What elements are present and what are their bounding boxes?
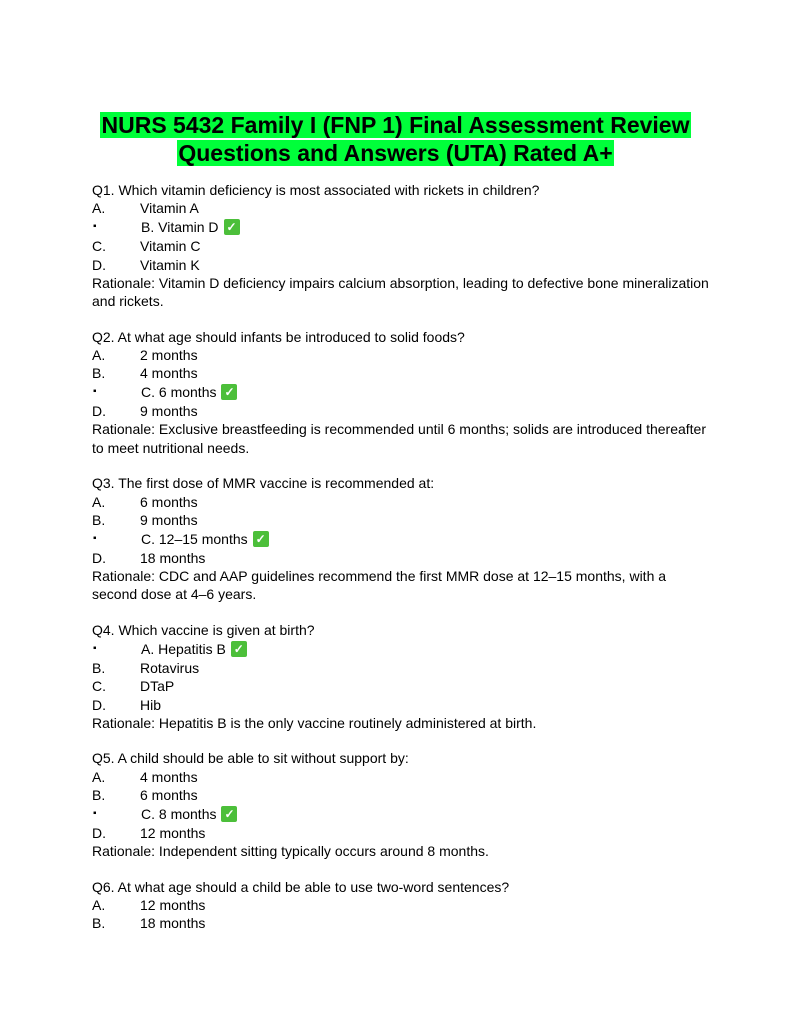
question-block bbox=[92, 878, 712, 933]
title-line-2: Questions and Answers (UTA) Rated A+ bbox=[178, 140, 613, 166]
check-mark-icon: ✓ bbox=[224, 219, 240, 235]
option-row bbox=[92, 346, 712, 364]
option-letter: A. bbox=[92, 768, 106, 785]
option-text: 18 months bbox=[140, 915, 206, 932]
option-text: C. 6 months bbox=[141, 384, 217, 401]
check-mark-icon: ✓ bbox=[231, 641, 247, 657]
option-row bbox=[92, 914, 712, 932]
option-letter: D. bbox=[92, 403, 106, 420]
rationale-text: Rationale: Exclusive breastfeeding is recommended until 6 months; solids are introduced thereafter to meet nutritional needs. bbox=[92, 421, 706, 456]
option-letter: B. bbox=[92, 786, 106, 803]
option-row bbox=[92, 402, 712, 420]
question-block bbox=[92, 181, 712, 310]
option-text: Vitamin K bbox=[140, 256, 200, 273]
option-letter: C. bbox=[92, 238, 106, 255]
check-mark-icon: ✓ bbox=[221, 384, 237, 400]
option-letter: D. bbox=[92, 696, 106, 713]
option-letter: A. bbox=[92, 346, 106, 363]
option-row-correct bbox=[92, 382, 712, 402]
option-row bbox=[92, 659, 712, 677]
bullet-icon: ▪ bbox=[93, 386, 97, 398]
option-text: A. Hepatitis B bbox=[141, 641, 226, 658]
check-mark-icon: ✓ bbox=[221, 806, 237, 822]
rationale-text: Rationale: CDC and AAP guidelines recommend the first MMR dose at 12–15 months, with a second dose at 4–6 years. bbox=[92, 568, 667, 603]
option-row bbox=[92, 237, 712, 255]
option-letter: D. bbox=[92, 256, 106, 273]
option-row bbox=[92, 549, 712, 567]
option-text: Hib bbox=[140, 696, 162, 713]
rationale-text: Rationale: Vitamin D deficiency impairs calcium absorption, leading to defective bone mineralization and rickets. bbox=[92, 274, 709, 309]
option-letter: C. bbox=[92, 678, 106, 695]
option-row-correct bbox=[92, 639, 712, 659]
option-letter: B. bbox=[92, 511, 106, 528]
option-row bbox=[92, 199, 712, 217]
option-text: 18 months bbox=[140, 549, 206, 566]
question-block bbox=[92, 621, 712, 732]
option-text: B. Vitamin D bbox=[141, 219, 219, 236]
document-title bbox=[0, 111, 791, 167]
option-row-correct bbox=[92, 529, 712, 549]
option-text: 12 months bbox=[140, 825, 206, 842]
option-row bbox=[92, 768, 712, 786]
question-block bbox=[92, 328, 712, 457]
question-text: Q4. Which vaccine is given at birth? bbox=[92, 622, 315, 639]
option-letter: D. bbox=[92, 825, 106, 842]
option-row-correct bbox=[92, 804, 712, 824]
question-text: Q3. The first dose of MMR vaccine is recommended at: bbox=[92, 475, 435, 492]
questions-list bbox=[92, 181, 712, 950]
option-text: 6 months bbox=[140, 493, 198, 510]
option-text: C. 8 months bbox=[141, 805, 217, 822]
bullet-icon: ▪ bbox=[93, 221, 97, 233]
option-row bbox=[92, 511, 712, 529]
option-row bbox=[92, 896, 712, 914]
rationale-text: Rationale: Independent sitting typically occurs around 8 months. bbox=[92, 843, 489, 860]
option-text: 4 months bbox=[140, 365, 198, 382]
question-text: Q2. At what age should infants be introduced to solid foods? bbox=[92, 328, 465, 345]
option-text: 2 months bbox=[140, 346, 198, 363]
rationale-text: Rationale: Hepatitis B is the only vaccine routinely administered at birth. bbox=[92, 714, 537, 731]
question-text: Q6. At what age should a child be able to use two-word sentences? bbox=[92, 878, 510, 895]
option-row bbox=[92, 493, 712, 511]
question-block bbox=[92, 474, 712, 603]
title-line-1: NURS 5432 Family I (FNP 1) Final Assessment Review bbox=[101, 112, 690, 138]
option-row bbox=[92, 824, 712, 842]
option-letter: B. bbox=[92, 365, 106, 382]
bullet-icon: ▪ bbox=[93, 532, 97, 544]
option-text: Rotavirus bbox=[140, 660, 200, 677]
option-row bbox=[92, 696, 712, 714]
option-letter: A. bbox=[92, 897, 106, 914]
option-row-correct bbox=[92, 217, 712, 237]
option-text: Vitamin C bbox=[140, 238, 201, 255]
option-row bbox=[92, 364, 712, 382]
option-row bbox=[92, 677, 712, 695]
option-letter: A. bbox=[92, 493, 106, 510]
bullet-icon: ▪ bbox=[93, 807, 97, 819]
option-letter: B. bbox=[92, 660, 106, 677]
option-row bbox=[92, 256, 712, 274]
option-text: Vitamin A bbox=[140, 200, 199, 217]
option-text: 4 months bbox=[140, 768, 198, 785]
question-text: Q1. Which vitamin deficiency is most associated with rickets in children? bbox=[92, 182, 540, 198]
option-text: 9 months bbox=[140, 511, 198, 528]
option-text: 12 months bbox=[140, 897, 206, 914]
option-text: DTaP bbox=[140, 678, 175, 695]
bullet-icon: ▪ bbox=[93, 643, 97, 655]
option-letter: A. bbox=[92, 200, 106, 217]
option-text: 9 months bbox=[140, 403, 198, 420]
option-letter: D. bbox=[92, 549, 106, 566]
option-letter: B. bbox=[92, 915, 106, 932]
question-text: Q5. A child should be able to sit without support by: bbox=[92, 750, 409, 767]
check-mark-icon: ✓ bbox=[253, 531, 269, 547]
option-text: 6 months bbox=[140, 786, 198, 803]
option-row bbox=[92, 786, 712, 804]
question-block bbox=[92, 749, 712, 860]
option-text: C. 12–15 months bbox=[141, 530, 248, 547]
